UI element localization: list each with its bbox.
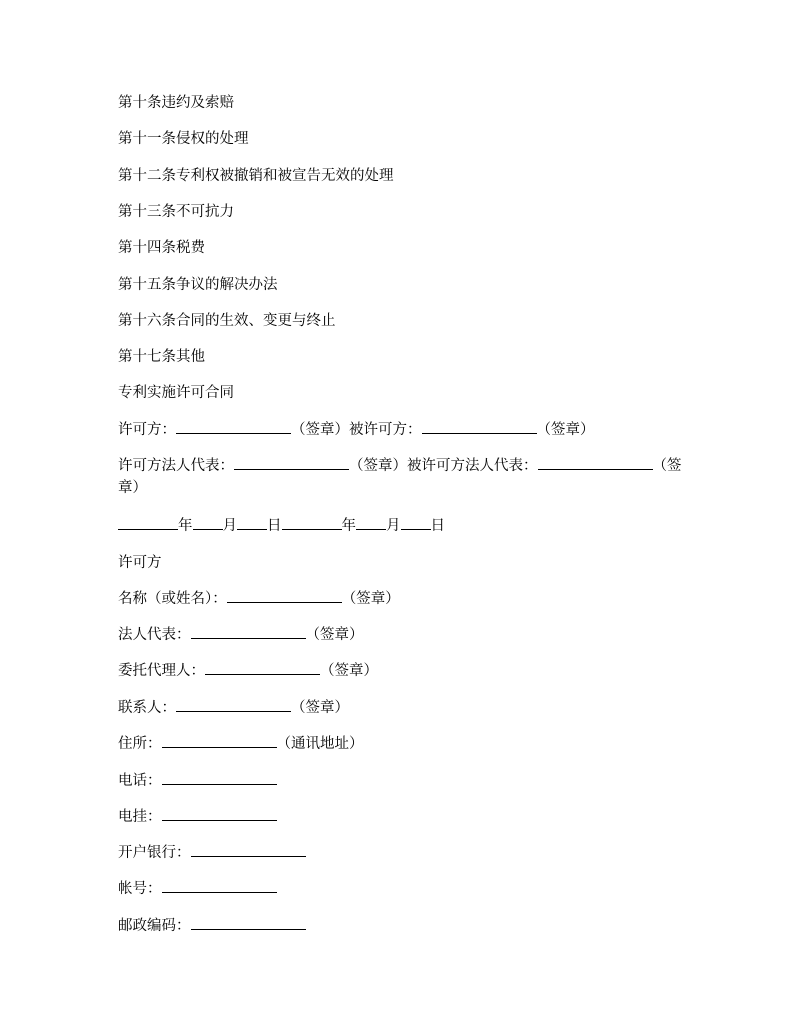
agent-blank [205,660,320,675]
day-label-1: 日 [267,518,282,534]
account-blank [162,878,277,893]
licensee-rep-blank [538,455,653,470]
licensor-label: 许可方： [118,422,176,438]
account-line [118,878,718,900]
postcode-line [118,915,718,937]
bank-blank [191,842,306,857]
article-11: 第十一条侵权的处理 [118,131,249,147]
licensor-rep-label: 许可方法人代表： [118,458,234,474]
signature-parties-line [118,419,718,441]
contact-label: 联系人： [118,700,176,716]
licensee-rep-seal: （签章） [118,458,682,496]
legal-rep-blank [191,624,306,639]
address-blank [162,733,277,748]
contract-title: 专利实施许可合同 [118,385,234,401]
licensee-label: 被许可方： [349,422,422,438]
name-blank [227,588,342,603]
year-blank-2 [282,515,342,530]
article-15: 第十五条争议的解决办法 [118,277,278,293]
address-label: 住所： [118,736,162,752]
phone-label: 电话： [118,773,162,789]
article-14: 第十四条税费 [118,240,205,256]
agent-line [118,660,718,682]
day-blank-2 [401,515,431,530]
address-line [118,733,718,755]
article-17: 第十七条其他 [118,349,205,365]
phone-line [118,770,718,792]
contact-seal: （签章） [291,700,349,716]
agent-seal: （签章） [320,663,378,679]
name-line [118,588,718,610]
bank-label: 开户银行： [118,845,191,861]
fax-label: 电挂： [118,809,162,825]
signature-reps-line [118,455,688,499]
phone-blank [162,770,277,785]
fax-blank [162,806,277,821]
legal-rep-label: 法人代表： [118,627,191,643]
agent-label: 委托代理人： [118,663,205,679]
postcode-blank [191,915,306,930]
month-label-1: 月 [222,518,237,534]
year-label-1: 年 [178,518,193,534]
name-label: 名称（或姓名）： [118,591,227,607]
year-blank-1 [118,515,178,530]
licensor-seal: （签章） [291,422,349,438]
licensor-rep-seal: （签章） [349,458,407,474]
contact-blank [176,697,291,712]
fax-line [118,806,718,828]
article-12: 第十二条专利权被撤销和被宣告无效的处理 [118,168,394,184]
bank-line [118,842,718,864]
legal-rep-line [118,624,718,646]
name-seal: （签章） [341,591,400,607]
article-10: 第十条违约及索赔 [118,95,234,111]
licensee-rep-label: 被许可方法人代表： [407,458,538,474]
year-label-2: 年 [341,518,356,534]
date-line [118,515,718,537]
month-blank-1 [193,515,223,530]
contact-line [118,697,718,719]
month-label-2: 月 [386,518,401,534]
month-blank-2 [356,515,386,530]
licensee-seal: （签章） [536,422,595,438]
account-label: 帐号： [118,881,162,897]
article-16: 第十六条合同的生效、变更与终止 [118,313,336,329]
address-note: （通讯地址） [276,736,364,752]
licensee-blank [422,419,537,434]
postcode-label: 邮政编码： [118,918,191,934]
legal-rep-seal: （签章） [305,627,364,643]
licensor-blank [176,419,291,434]
licensor-heading: 许可方 [118,555,162,571]
day-blank-1 [237,515,267,530]
article-13: 第十三条不可抗力 [118,204,234,220]
licensor-rep-blank [234,455,349,470]
day-label-2: 日 [430,518,445,534]
